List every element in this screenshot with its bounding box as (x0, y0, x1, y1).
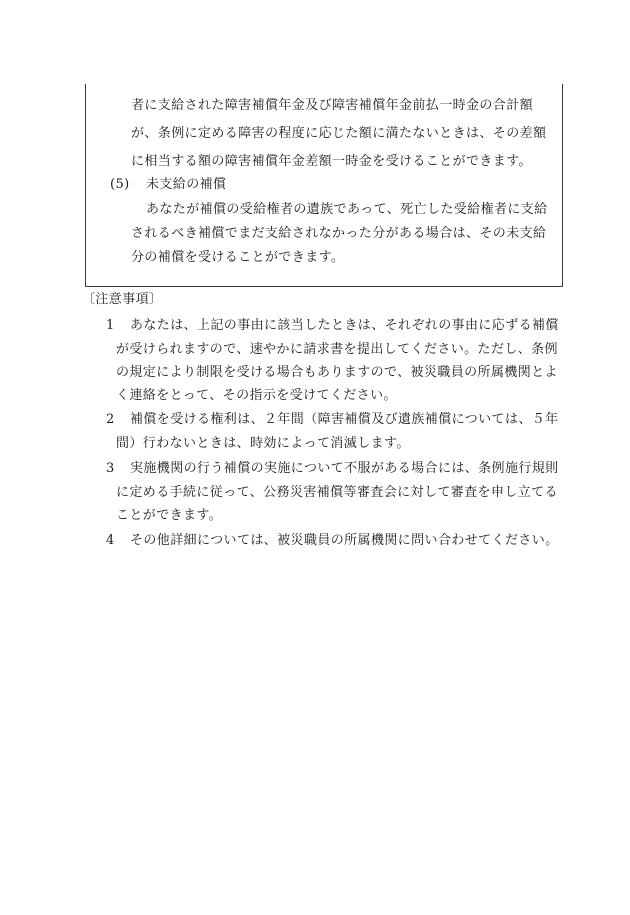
note-number: 4 (106, 533, 115, 548)
item-5-text-line: あなたが補償の受給権者の遺族であって、死亡した受給権者に支給 (146, 202, 548, 217)
note-text-line: が受けられますので、速やかに請求書を提出してください。ただし、条例 (116, 342, 558, 357)
notes-heading: 〔注意事項〕 (82, 292, 163, 307)
note-number: 2 (106, 412, 115, 427)
item-5-text-line: 分の補償を受けることができます。 (131, 250, 345, 265)
note-number: 1 (106, 318, 115, 333)
note-text-line: の規定により制限を受ける場合もありますので、被災職員の所属機関とよ (116, 365, 558, 380)
note-text-line: 補償を受ける権利は、２年間（障害補償及び遺族補償については、５年 (130, 412, 559, 427)
note-text-line: あなたは、上記の事由に該当したときは、それぞれの事由に応ずる補償 (130, 318, 559, 333)
box-text-line: に相当する額の障害補償年金差額一時金を受けることができます。 (131, 154, 532, 169)
note-text-line: 実施機関の行う補償の実施について不服がある場合には、条例施行規則 (130, 461, 559, 476)
note-number: 3 (106, 461, 115, 476)
box-text-line: 者に支給された障害補償年金及び障害補償年金前払一時金の合計額 (131, 98, 534, 113)
note-text-line: に定める手続に従って、公務災害補償等審査会に対して審査を申し立てる (116, 485, 558, 500)
item-5-number: (5) (110, 177, 130, 192)
item-5-title: 未支給の補償 (146, 177, 227, 192)
note-text-line: く連絡をとって、その指示を受けてください。 (116, 388, 397, 403)
note-text-line: その他詳細については、被災職員の所属機関に問い合わせてください。 (130, 533, 559, 548)
note-text-line: ことができます。 (116, 508, 223, 523)
box-text-line: が、条例に定める障害の程度に応じた額に満たないときは、その差額 (131, 126, 547, 141)
item-5-text-line: されるべき補償でまだ支給されなかった分がある場合は、その未支給 (131, 226, 547, 241)
note-text-line: 間）行わないときは、時効によって消滅します。 (116, 436, 410, 451)
